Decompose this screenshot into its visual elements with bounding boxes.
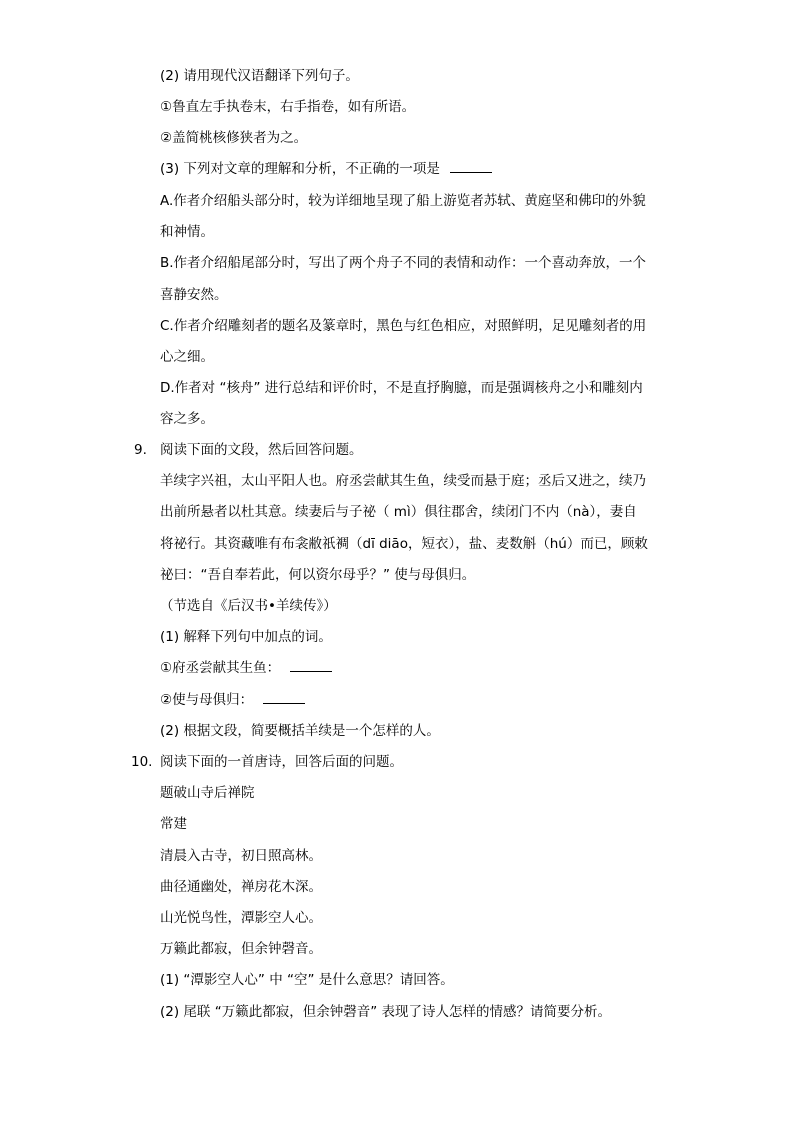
q10-poem-line-4: 万籁此都寂，但余钟磬音。 xyxy=(160,941,322,957)
q9-source: （节选自《后汉书•羊续传》） xyxy=(160,598,337,614)
q10-sub1: (1) “潭影空人心” 中 “空” 是什么意思？请回答。 xyxy=(160,972,454,988)
q10-sub2: (2) 尾联 “万籁此都寂，但余钟磬音” 表现了诗人怎样的情感？请简要分析。 xyxy=(160,1004,611,1020)
q9-passage-line-1: 羊续字兴祖，太山平阳人也。府丞尝献其生鱼，续受而悬于庭；丞后又进之，续乃 xyxy=(160,473,646,489)
q8-sub2-sentence-2: ②盖简桃核修狭者为之。 xyxy=(160,130,308,146)
q8-option-a-line-2: 和神情。 xyxy=(160,224,214,240)
q8-option-b-line-2: 喜静安然。 xyxy=(160,287,228,303)
q8-option-a-line-1: A.作者介绍船头部分时，较为详细地呈现了船上游览者苏轼、黄庭坚和佛印的外貌 xyxy=(160,193,646,209)
q8-sub2-sentence-1: ①鲁直左手执卷末，右手指卷，如有所语。 xyxy=(160,99,416,115)
q10-number: 10. xyxy=(131,754,153,770)
q9-sub2-label: (2) 根据文段，简要概括羊续是一个怎样的人。 xyxy=(160,723,440,739)
q9-sub1-item-1-text: ①府丞尝献其生鱼： xyxy=(160,660,281,676)
q10-poem-line-3: 山光悦鸟性，潭影空人心。 xyxy=(160,910,322,926)
q8-option-d-line-2: 容之多。 xyxy=(160,411,214,427)
q9-passage-line-4: 祕曰：“吾自奉若此，何以资尔母乎？” 使与母俱归。 xyxy=(160,567,476,583)
q9-sub1-label: (1) 解释下列句中加点的词。 xyxy=(160,629,332,645)
q9-sub1-item-2-text: ②使与母俱归： xyxy=(160,692,254,708)
q8-sub3-question xyxy=(160,160,492,178)
q10-poem-line-1: 清晨入古寺，初日照高林。 xyxy=(160,848,322,864)
q9-prompt: 阅读下面的文段，然后回答问题。 xyxy=(160,442,363,458)
q8-sub3-label: (3) 下列对文章的理解和分析，不正确的一项是 xyxy=(160,161,440,177)
q10-poem-title: 题破山寺后禅院 xyxy=(160,785,255,801)
q9-number: 9. xyxy=(134,442,147,458)
q9-passage-line-3: 将祕行。其资藏唯有布衾敝祇裯（dī diāo，短衣），盐、麦数斛（hú）而已，顾敕 xyxy=(160,536,648,552)
q8-option-b-line-1: B.作者介绍船尾部分时，写出了两个舟子不同的表情和动作：一个喜动奔放，一个 xyxy=(160,255,647,271)
q9-sub1-item-1 xyxy=(160,659,332,677)
answer-blank[interactable] xyxy=(290,659,332,672)
q8-sub2-label: (2) 请用现代汉语翻译下列句子。 xyxy=(160,68,359,84)
q9-passage-line-2: 出前所悬者以杜其意。续妻后与子祕（ mì）俱往郡舍，续闭门不内（nà），妻自 xyxy=(160,504,637,520)
q9-sub1-item-2 xyxy=(160,691,305,709)
q10-poem-line-2: 曲径通幽处，禅房花木深。 xyxy=(160,879,322,895)
q10-prompt: 阅读下面的一首唐诗，回答后面的问题。 xyxy=(160,754,403,770)
q8-option-c-line-2: 心之细。 xyxy=(160,349,214,365)
answer-blank[interactable] xyxy=(450,160,492,173)
answer-blank[interactable] xyxy=(263,691,305,704)
q10-poet: 常建 xyxy=(160,816,187,832)
q8-option-c-line-1: C.作者介绍雕刻者的题名及篆章时，黑色与红色相应，对照鲜明，足见雕刻者的用 xyxy=(160,318,647,334)
q8-option-d-line-1: D.作者对 “核舟” 进行总结和评价时，不是直抒胸臆，而是强调核舟之小和雕刻内 xyxy=(160,380,643,396)
